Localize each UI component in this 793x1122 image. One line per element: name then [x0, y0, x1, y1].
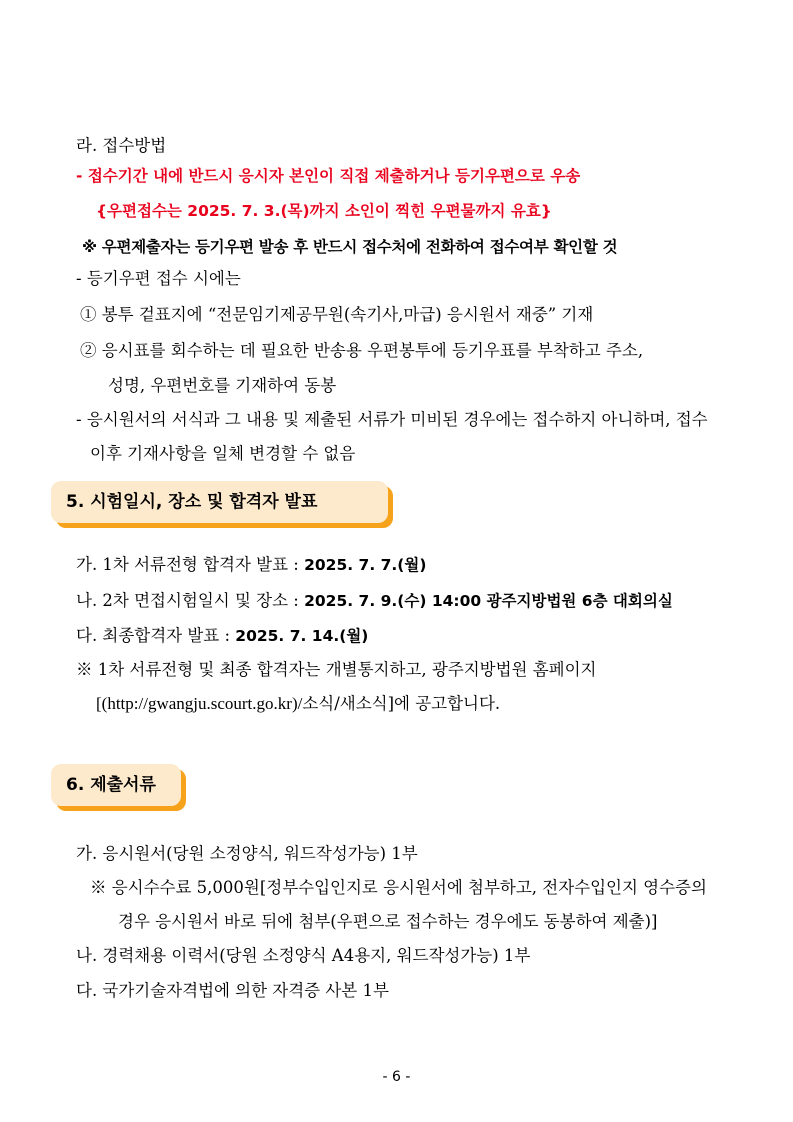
section-ra-heading: 라. 접수방법 [76, 136, 167, 155]
section-5-item-ga [76, 554, 426, 576]
registered-mail-item-2b: 성명, 우편번호를 기재하여 동봉 [108, 376, 337, 395]
section-5-item-da [76, 625, 368, 647]
page-number: - 6 - [382, 1069, 411, 1085]
section-5-title: 5. 시험일시, 장소 및 합격자 발표 [51, 481, 388, 523]
item-da-value: 2025. 7. 14.(월) [235, 627, 369, 645]
mail-note: ※ 우편제출자는 등기우편 발송 후 반드시 접수처에 전화하여 접수여부 확인할 것 [82, 238, 618, 256]
item-na-value: 2025. 7. 9.(수) 14:00 광주지방법원 6층 대회의실 [304, 592, 673, 610]
registered-mail-item-2a: ② 응시표를 회수하는 데 필요한 반송용 우편봉투에 등기우표를 부착하고 주소, [80, 341, 644, 360]
warning-line-1: - 응시원서의 서식과 그 내용 및 제출된 서류가 미비된 경우에는 접수하지 아니하며, 접수 [76, 410, 708, 429]
section-6-note-2: 경우 응시원서 바로 뒤에 첨부(우편으로 접수하는 경우에도 동봉하여 제출)] [118, 912, 658, 931]
court-website-link[interactable]: [(http://gwangju.scourt.go.kr)/ [96, 694, 303, 713]
item-ga-label: 가. 1차 서류전형 합격자 발표 : [76, 555, 305, 574]
item-da-label: 다. 최종합격자 발표 : [76, 626, 236, 645]
note-2-rest: 소식/새소식]에 공고합니다. [302, 694, 501, 713]
section-6-note-1: ※ 응시수수료 5,000원[정부수입인지로 응시원서에 첨부하고, 전자수입인지 영수증의 [90, 878, 707, 897]
section-6-item-ga: 가. 응시원서(당원 소정양식, 워드작성가능) 1부 [76, 844, 418, 863]
red-instruction-2: {우편접수는 2025. 7. 3.(목)까지 소인이 찍힌 우편물까지 유효} [96, 202, 552, 220]
warning-line-2: 이후 기재사항을 일체 변경할 수 없음 [90, 444, 356, 463]
section-5-note-2 [96, 693, 500, 715]
section-5-note-1: ※ 1차 서류전형 및 최종 합격자는 개별통지하고, 광주지방법원 홈페이지 [76, 660, 597, 679]
item-ga-value: 2025. 7. 7.(월) [304, 556, 427, 574]
registered-mail-item-1: ① 봉투 겉표지에 “전문임기제공무원(속기사,마급) 응시원서 재중” 기재 [80, 305, 594, 324]
section-6-item-na: 나. 경력채용 이력서(당원 소정양식 A4용지, 워드작성가능) 1부 [76, 946, 531, 965]
section-6-item-da: 다. 국가기술자격법에 의한 자격증 사본 1부 [76, 981, 389, 1000]
section-6-title: 6. 제출서류 [51, 764, 181, 806]
section-5-item-na [76, 590, 673, 612]
registered-mail-heading: - 등기우편 접수 시에는 [76, 269, 241, 288]
item-na-label: 나. 2차 면접시험일시 및 장소 : [76, 591, 305, 610]
red-instruction-1: - 접수기간 내에 반드시 응시자 본인이 직접 제출하거나 등기우편으로 우송 [76, 167, 581, 185]
